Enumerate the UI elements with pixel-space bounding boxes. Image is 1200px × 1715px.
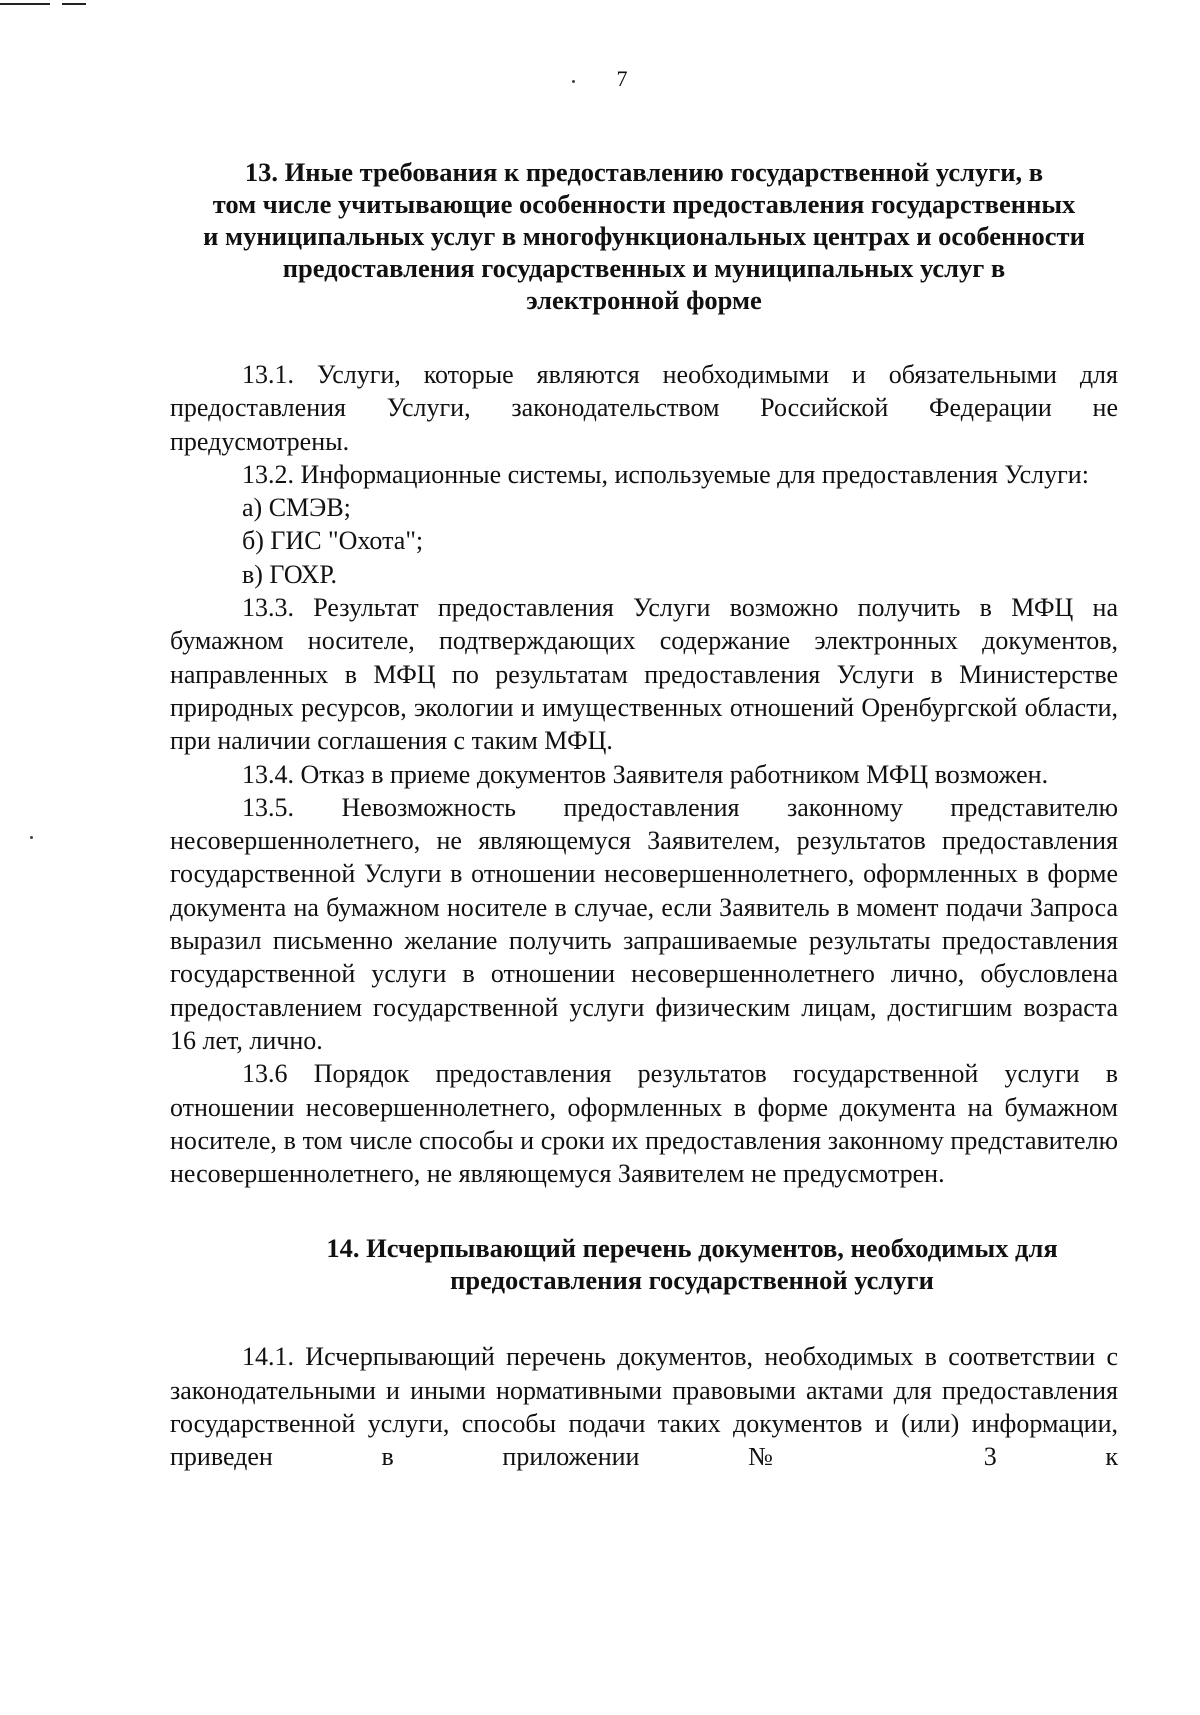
list-item-gokhr: в) ГОХР. [242, 559, 338, 589]
scan-speck [30, 836, 33, 839]
heading-line: электронной форме [526, 285, 762, 315]
heading-line: 14. Исчерпывающий перечень документов, необходимых для [326, 1233, 1058, 1264]
scan-edge-mark [0, 3, 50, 5]
section-14-heading [170, 1232, 1118, 1296]
document-body [170, 156, 1118, 1474]
paragraph-13-1: 13.1. Услуги, которые являются необходимыми и обязательными для предоставления Услуги, законодательством Российской Федерации не предусмотрены. [170, 360, 1118, 456]
paragraph-13-3: 13.3. Результат предоставления Услуги возможно получить в МФЦ на бумажном носителе, подтверждающих содержание электронных документов, направленных в МФЦ по результатам предоставления Услуги в Министерстве природных ресурсов, экологии и имущественных отношений Оренбургской области, при наличии соглашения с таким МФЦ. [170, 593, 1118, 756]
heading-line: и муниципальных услуг в многофункциональных центрах и особенности [203, 221, 1085, 251]
heading-line: 13. Иные требования к предоставлению государственной услуги, в [244, 157, 1044, 187]
paragraph-13-5: 13.5. Невозможность предоставления законному представителю несовершеннолетнего, не являющемуся Заявителем, результатов предоставления государственной Услуги в отношении несовершеннолетнего, оформленных в форме документа на бумажном носителе в случае, если Заявитель в момент подачи Запроса выразил письменно желание получить запрашиваемые результаты предоставления государственной услуги в отношении несовершеннолетнего лично, обусловлена предоставлением государственной услуги физическим лицам, достигшим возраста 16 лет, лично. [170, 792, 1118, 1055]
list-item-smev: а) СМЭВ; [242, 493, 351, 523]
heading-line: предоставления государственной услуги [450, 1265, 934, 1296]
scan-speck [572, 80, 575, 83]
paragraph-13-2: 13.2. Информационные системы, используемые для предоставления Услуги: [242, 459, 1089, 489]
heading-line: том числе учитывающие особенности предоставления государственных [212, 189, 1076, 219]
section-13-heading [170, 156, 1118, 316]
scan-edge-mark [62, 3, 86, 5]
list-item-gis-okhota: б) ГИС "Охота"; [242, 526, 424, 556]
paragraph-13-4: 13.4. Отказ в приеме документов Заявителя работником МФЦ возможен. [242, 759, 1049, 789]
heading-line: предоставления государственных и муниципальных услуг в [282, 253, 1006, 283]
paragraph-13-6: 13.6 Порядок предоставления результатов государственной услуги в отношении несовершеннолетнего, оформленных в форме документа на бумажном носителе, в том числе способы и сроки их предоставления законному представителю несовершеннолетнего, не являющемуся Заявителем не предусмотрен. [170, 1059, 1118, 1189]
paragraph-14-1: 14.1. Исчерпывающий перечень документов, необходимых в соответствии с законодательными и иными нормативными правовыми актами для предоставления государственной услуги, способы подачи таких документов и (или) информации, приведен в приложении № 3 к [170, 1342, 1118, 1472]
page-number: 7 [616, 66, 628, 91]
